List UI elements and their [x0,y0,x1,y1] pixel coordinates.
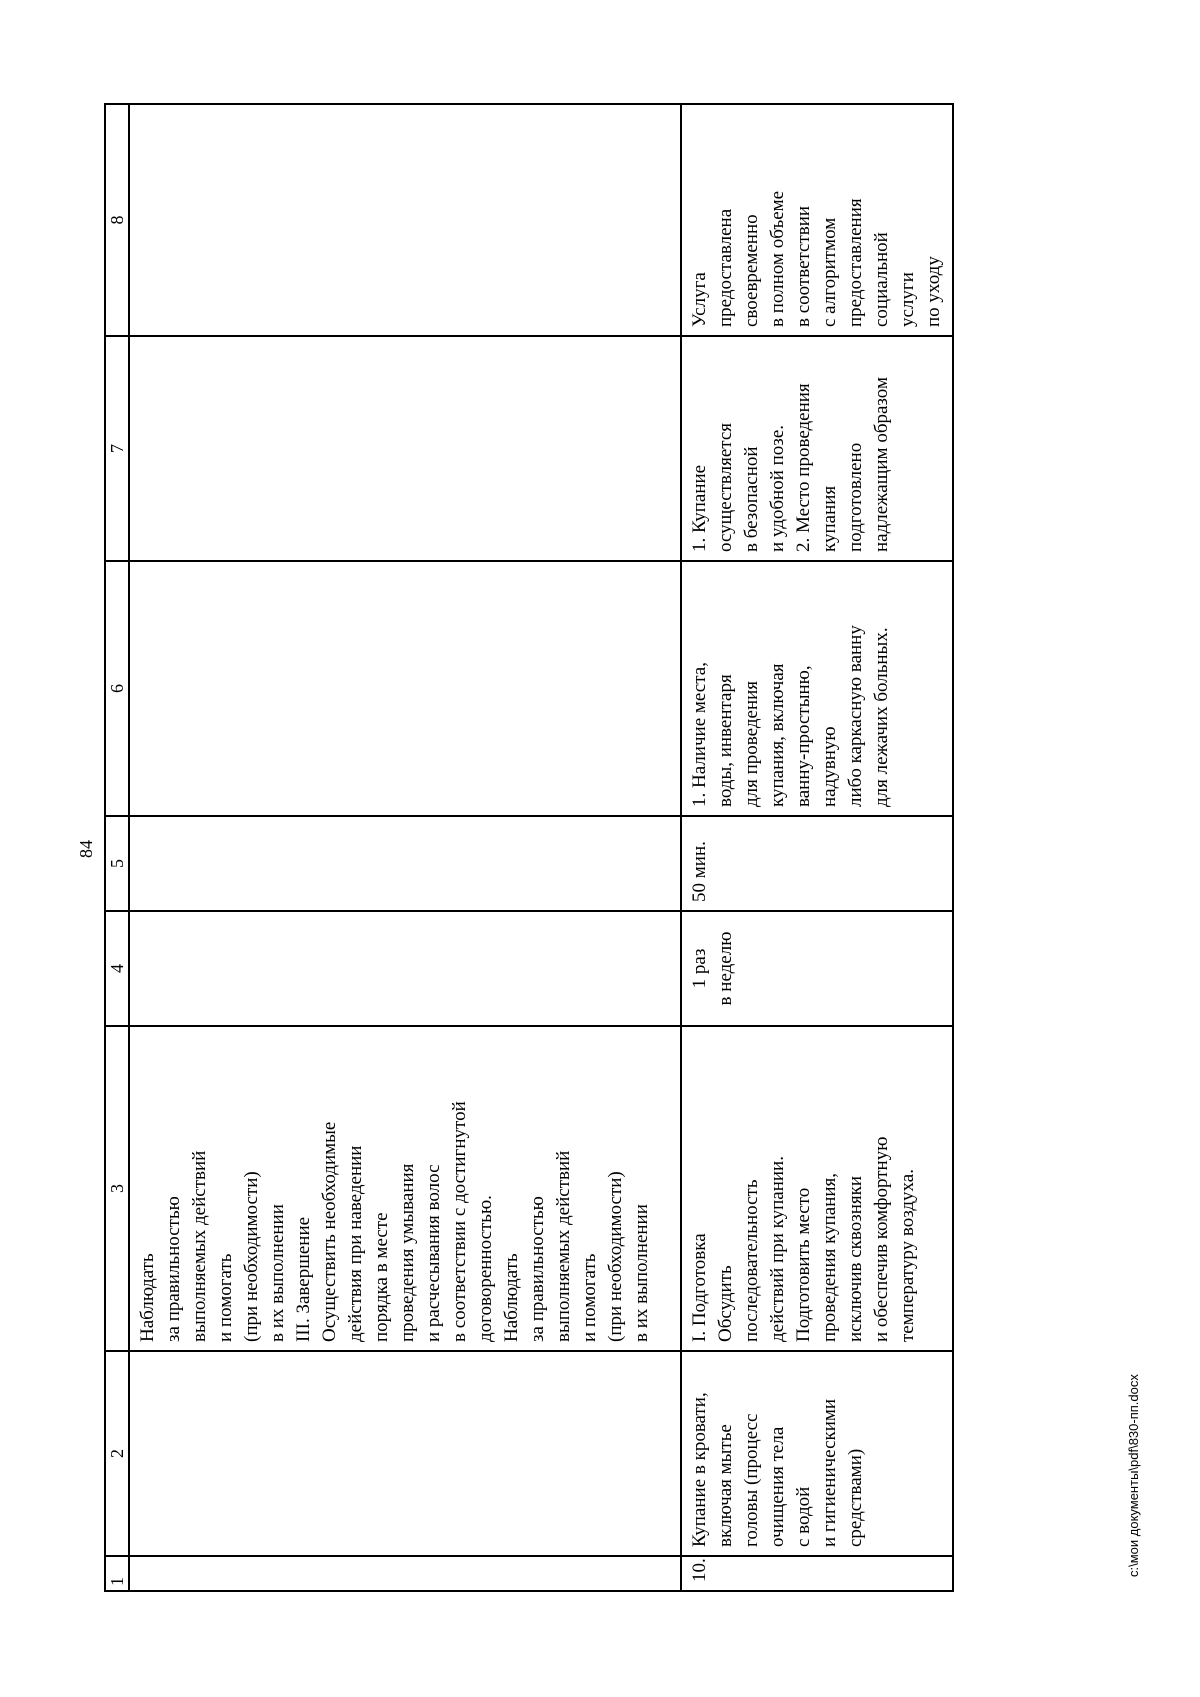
page-number: 84 [76,840,96,858]
header-cell-3: 3 [105,1026,129,1351]
cell-number [129,1556,681,1591]
table-row [129,104,681,1591]
cell-conditions [129,561,681,816]
cell-evaluation [129,104,681,336]
cell-description: I. Подготовка Обсудить последовательность действий при купании. Подготовить место проведения купания, исключив сквозняки и обеспечив комфортную температуру воздуха. [681,1026,953,1351]
cell-evaluation: Услуга предоставлена своевременно в полном объеме в соответствии с алгоритмом предоставления социальной услуги по уходу [681,104,953,336]
services-table [104,103,954,1592]
header-cell-6: 6 [105,561,129,816]
cell-quality [129,336,681,561]
cell-duration: 50 мин. [681,816,953,911]
cell-quality: 1. Купание осуществляется в безопасной и удобной позе. 2. Место проведения купания подготовлено надлежащим образом [681,336,953,561]
header-cell-5: 5 [105,816,129,911]
cell-service-name [129,1351,681,1556]
header-cell-1: 1 [105,1556,129,1591]
table-row [681,104,953,1591]
cell-frequency: 1 раз в неделю [681,911,953,1026]
cell-conditions: 1. Наличие места, воды, инвентаря для проведения купания, включая ванну-простыню, надувную либо каркасную ванну для лежачих больных. [681,561,953,816]
header-cell-2: 2 [105,1351,129,1556]
header-cell-7: 7 [105,336,129,561]
cell-service-name: Купание в кровати, включая мытье головы (процесс очищения тела с водой и гигиеническими средствами) [681,1351,953,1556]
cell-duration [129,816,681,911]
cell-frequency [129,911,681,1026]
header-cell-4: 4 [105,911,129,1026]
header-row [105,104,129,1591]
cell-number: 10. [681,1556,953,1591]
header-cell-8: 8 [105,104,129,336]
cell-description: Наблюдать за правильностью выполняемых действий и помогать (при необходимости) в их выполнении III. Завершение Осуществить необходимые действия при наведении порядка в месте проведения умывания и расчесывания волос в соответствии с достигнутой договоренностью. Наблюдать за правильностью выполняемых действий и помогать (при необходимости) в их выполнении [129,1026,681,1351]
file-path-footer: c:\мои документы\pdf\830-пп.docx [1126,1374,1141,1577]
